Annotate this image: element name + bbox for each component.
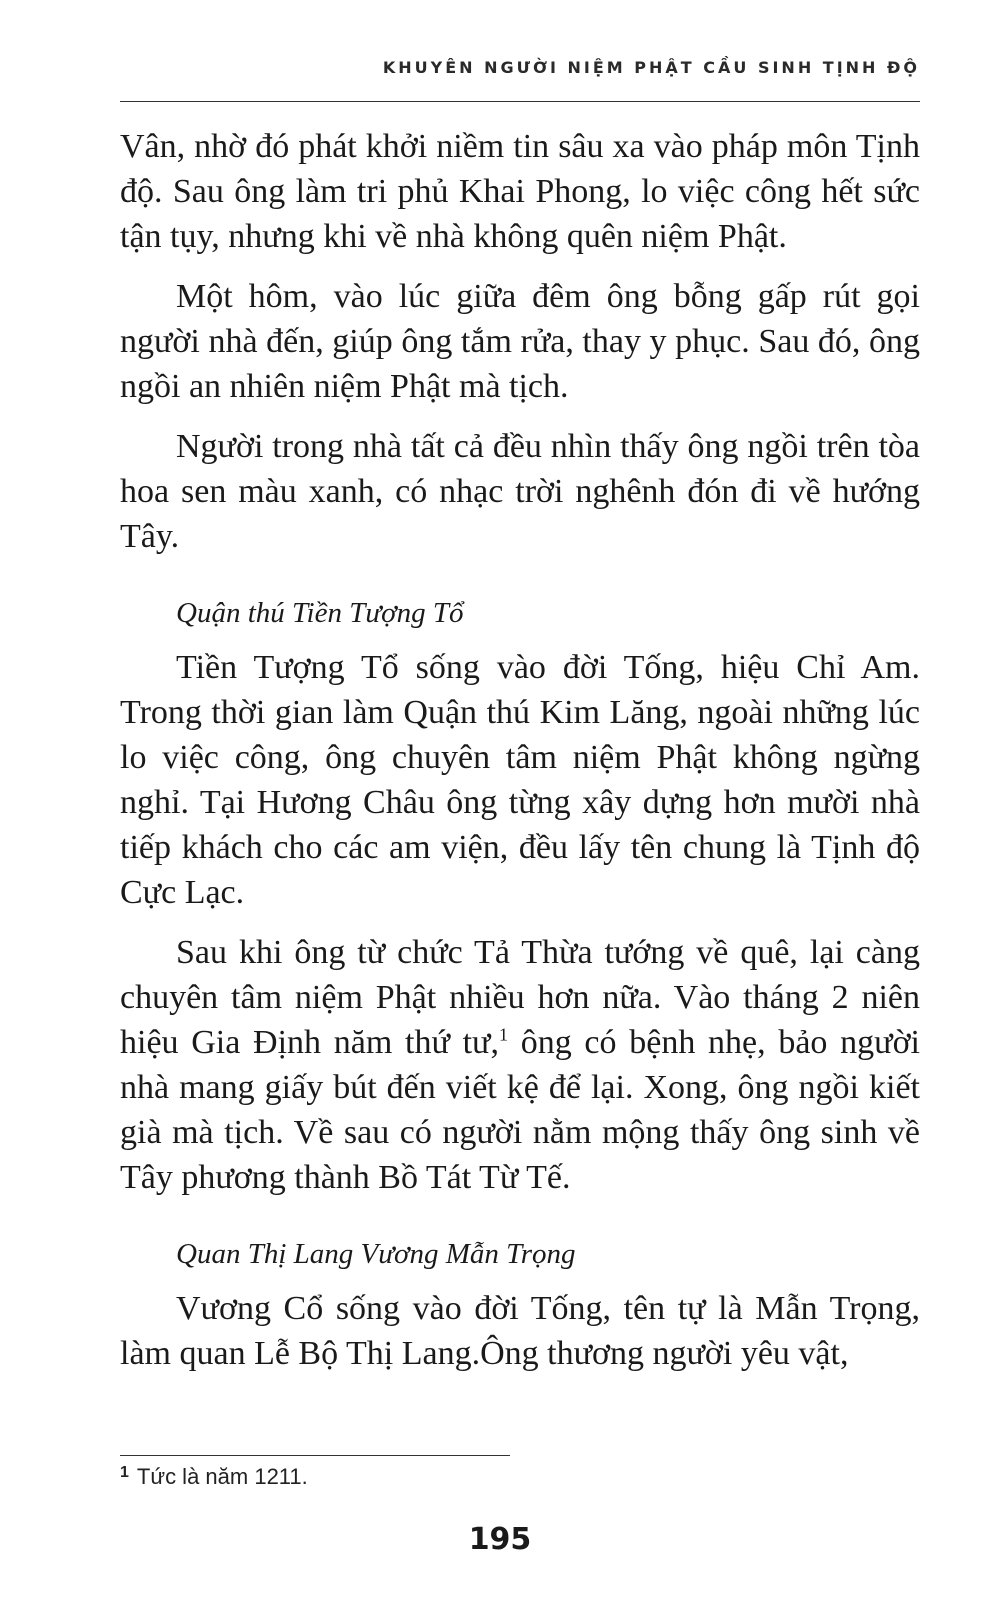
- header-divider: [120, 101, 920, 102]
- section-heading: Quan Thị Lang Vương Mẫn Trọng: [176, 1238, 576, 1270]
- body-text: [120, 124, 920, 1391]
- footnote: [120, 1464, 820, 1490]
- paragraph-with-footnote: [120, 930, 920, 1200]
- paragraph: Vân, nhờ đó phát khởi niềm tin sâu xa vào pháp môn Tịnh độ. Sau ông làm tri phủ Khai Phong, lo việc công hết sức tận tụy, nhưng khi về nhà không quên niệm Phật.: [120, 128, 920, 255]
- paragraph: Người trong nhà tất cả đều nhìn thấy ông ngồi trên tòa hoa sen màu xanh, có nhạc trời nghênh đón đi về hướng Tây.: [120, 428, 920, 555]
- footnote-text: Tức là năm 1211.: [136, 1464, 308, 1489]
- footnote-divider: [120, 1455, 510, 1456]
- paragraph-text: ông có bệnh nhẹ, bảo người nhà mang giấy bút đến viết kệ để lại. Xong, ông ngồi kiết già mà tịch. Về sau có người nằm mộng thấy ông sinh về Tây phương thành Bồ Tát Từ Tế.: [120, 1024, 921, 1196]
- paragraph-text: Sau khi ông từ chức Tả Thừa tướng về quê, lại càng chuyên tâm niệm Phật nhiều hơn nữa. Vào tháng 2 niên hiệu Gia Định năm thứ tư,: [120, 934, 920, 1061]
- footnote-marker: 1: [499, 1024, 508, 1045]
- paragraph: Vương Cổ sống vào đời Tống, tên tự là Mẫn Trọng, làm quan Lễ Bộ Thị Lang.Ông thương người yêu vật,: [120, 1290, 920, 1372]
- page-number: 195: [468, 1522, 532, 1557]
- running-header: KHUYÊN NGƯỜI NIỆM PHẬT CẦU SINH TỊNH ĐỘ: [382, 58, 920, 77]
- footnote-number: 1: [120, 1464, 129, 1481]
- paragraph: Tiền Tượng Tổ sống vào đời Tống, hiệu Chỉ Am. Trong thời gian làm Quận thú Kim Lăng, ngoài những lúc lo việc công, ông chuyên tâm niệm Phật không ngừng nghỉ. Tại Hương Châu ông từng xây dựng hơn mười nhà tiếp khách cho các am viện, đều lấy tên chung là Tịnh độ Cực Lạc.: [120, 649, 920, 911]
- section-heading: Quận thú Tiền Tượng Tổ: [176, 597, 464, 629]
- paragraph: Một hôm, vào lúc giữa đêm ông bỗng gấp rút gọi người nhà đến, giúp ông tắm rửa, thay y phục. Sau đó, ông ngồi an nhiên niệm Phật mà tịch.: [120, 278, 920, 405]
